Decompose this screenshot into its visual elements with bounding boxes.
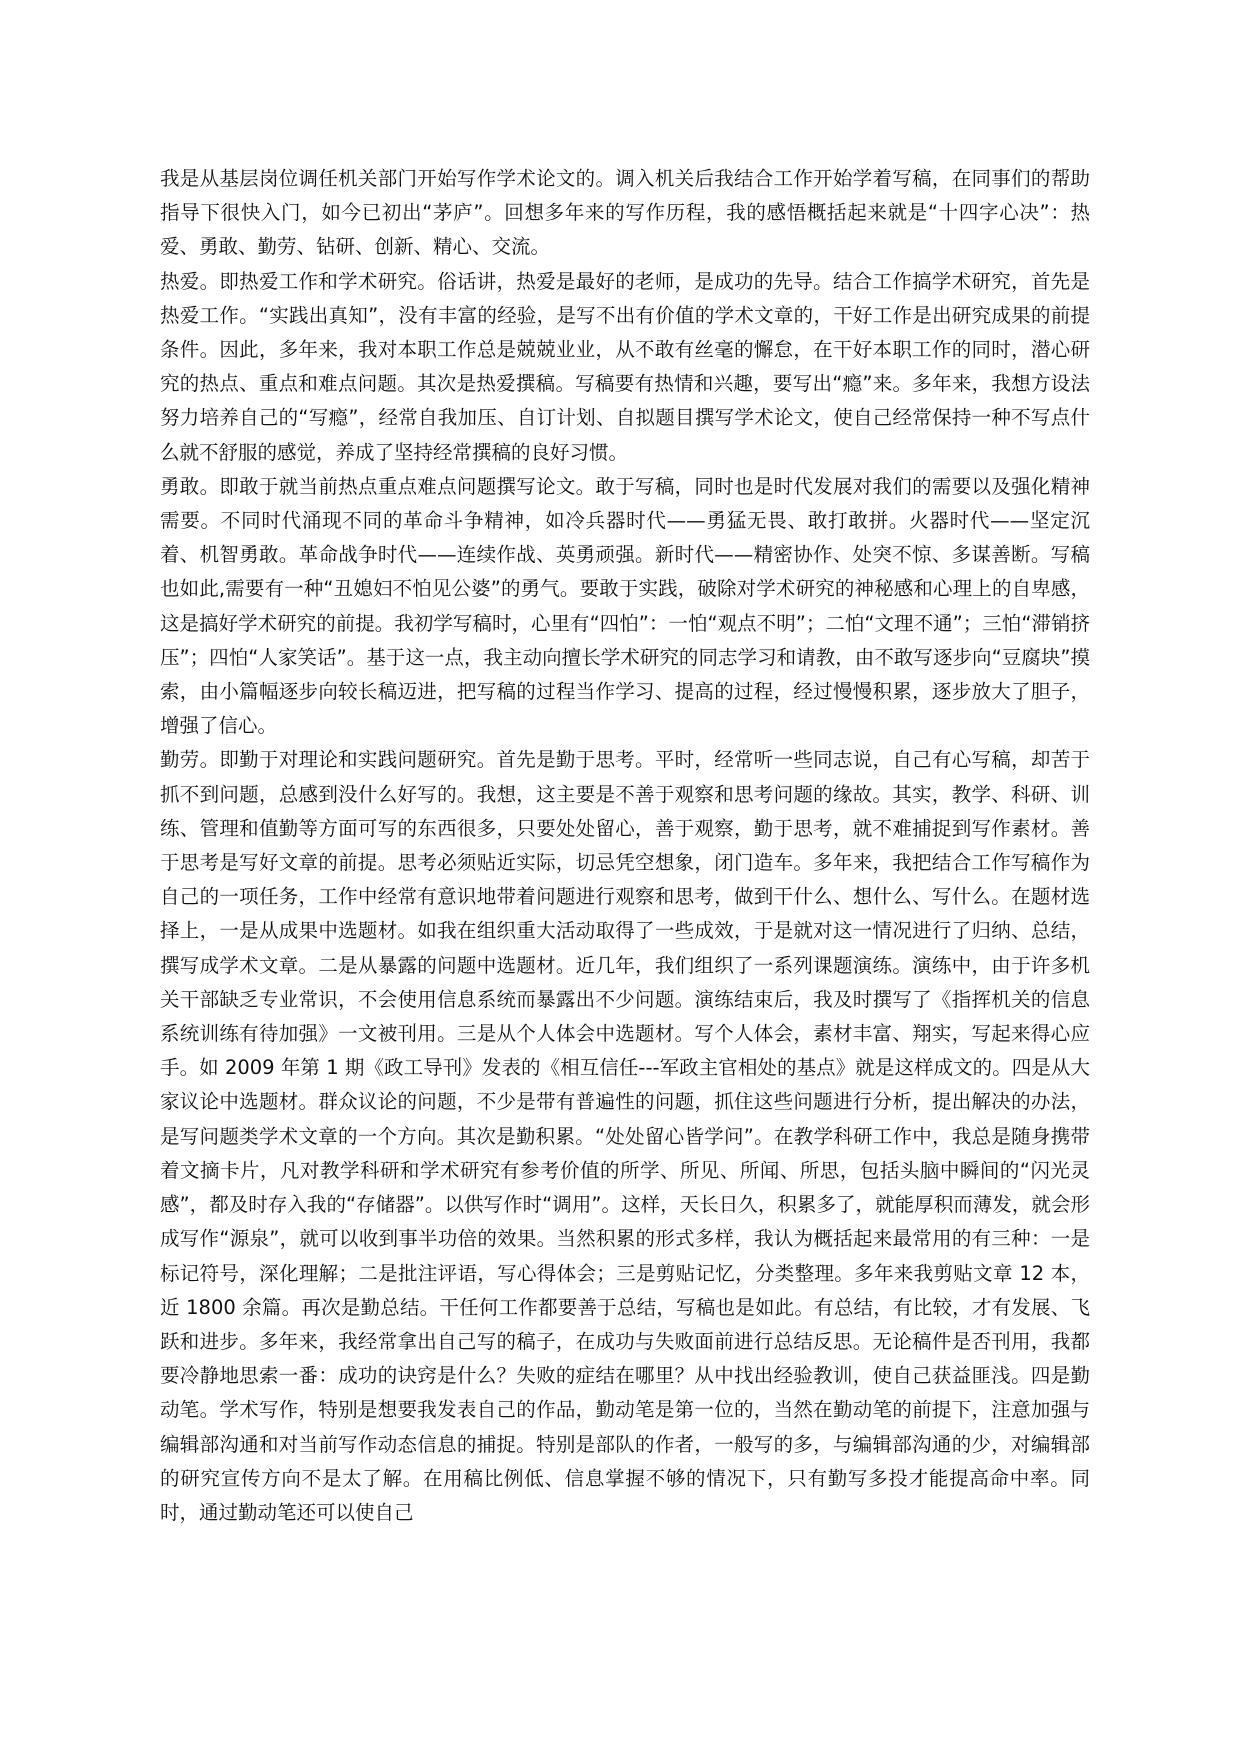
paragraph-intro: 我是从基层岗位调任机关部门开始写作学术论文的。调入机关后我结合工作开始学着写稿，在同事们的帮助指导下很快入门，如今已初出“茅庐”。回想多年来的写作历程，我的感悟概括起来就是“十四字心决”：热爱、勇敢、勤劳、钻研、创新、精心、交流。 [160, 167, 1090, 259]
body-text [160, 162, 1090, 1530]
paragraph-passion: 热爱。即热爱工作和学术研究。俗话讲，热爱是最好的老师，是成功的先导。结合工作搞学术研究，首先是热爱工作。“实践出真知”，没有丰富的经验，是写不出有价值的学术文章的，干好工作是出研究成果的前提条件。因此，多年来，我对本职工作总是兢兢业业，从不敢有丝毫的懈怠，在干好本职工作的同时，潜心研究的热点、重点和难点问题。其次是热爱撰稿。写稿要有热情和兴趣，要写出“瘾”来。多年来，我想方设法努力培养自己的“写瘾”，经常自我加压、自订计划、自拟题目撰写学术论文，使自己经常保持一种不写点什么就不舒服的感觉，养成了坚持经常撰稿的良好习惯。 [160, 269, 1090, 464]
paragraph-courage: 勇敢。即敢于就当前热点重点难点问题撰写论文。敢于写稿，同时也是时代发展对我们的需要以及强化精神需要。不同时代涌现不同的革命斗争精神，如冷兵器时代——勇猛无畏、敢打敢拼。火器时代——坚定沉着、机智勇敢。革命战争时代——连续作战、英勇顽强。新时代——精密协作、处突不惊、多谋善断。写稿也如此,需要有一种“丑媳妇不怕见公婆”的勇气。要敢于实践，破除对学术研究的神秘感和心理上的自卑感，这是搞好学术研究的前提。我初学写稿时，心里有“四怕”：一怕“观点不明”；二怕“文理不通”；三怕“滞销挤压”；四怕“人家笑话”。基于这一点，我主动向擅长学术研究的同志学习和请教，由不敢写逐步向“豆腐块”摸索，由小篇幅逐步向较长稿迈进，把写稿的过程当作学习、提高的过程，经过慢慢积累，逐步放大了胆子，增强了信心。 [160, 474, 1090, 738]
paragraph-diligence: 勤劳。即勤于对理论和实践问题研究。首先是勤于思考。平时，经常听一些同志说，自己有心写稿，却苦于抓不到问题，总感到没什么好写的。我想，这主要是不善于观察和思考问题的缘故。其实，教学、科研、训练、管理和值勤等方面可写的东西很多，只要处处留心，善于观察，勤于思考，就不难捕捉到写作素材。善于思考是写好文章的前提。思考必须贴近实际，切忌凭空想象，闭门造车。多年来，我把结合工作写稿作为自己的一项任务，工作中经常有意识地带着问题进行观察和思考，做到干什么、想什么、写什么。在题材选择上，一是从成果中选题材。如我在组织重大活动取得了一些成效，于是就对这一情况进行了归纳、总结，撰写成学术文章。二是从暴露的问题中选题材。近几年，我们组织了一系列课题演练。演练中，由于许多机关干部缺乏专业常识，不会使用信息系统而暴露出不少问题。演练结束后，我及时撰写了《指挥机关的信息系统训练有待加强》一文被刊用。三是从个人体会中选题材。写个人体会，素材丰富、翔实，写起来得心应手。如 2009 年第 1 期《政工导刊》发表的《相互信任---军政主官相处的基点》就是这样成文的。四是从大家议论中选题材。群众议论的问题，不少是带有普遍性的问题，抓住这些问题进行分析，提出解决的办法，是写问题类学术文章的一个方向。其次是勤积累。“处处留心皆学问”。在教学科研工作中，我总是随身携带着文摘卡片，凡对教学科研和学术研究有参考价值的所学、所见、所闻、所思，包括头脑中瞬间的“闪光灵感”，都及时存入我的“存储器”。以供写作时“调用”。这样，天长日久，积累多了，就能厚积而薄发，就会形成写作“源泉”，就可以收到事半功倍的效果。当然积累的形式多样，我认为概括起来最常用的有三种：一是标记符号，深化理解；二是批注评语，写心得体会；三是剪贴记忆，分类整理。多年来我剪贴文章 12 本，近 1800 余篇。再次是勤总结。干任何工作都要善于总结，写稿也是如此。有总结，有比较，才有发展、飞跃和进步。多年来，我经常拿出自己写的稿子，在成功与失败面前进行总结反思。无论稿件是否刊用，我都要冷静地思索一番：成功的诀窍是什么？失败的症结在哪里？从中找出经验教训，使自己获益匪浅。四是勤动笔。学术写作，特别是想要我发表自己的作品，勤动笔是第一位的，当然在勤动笔的前提下，注意加强与编辑部沟通和对当前写作动态信息的捕捉。特别是部队的作者，一般写的多，与编辑部沟通的少，对编辑部的研究宣传方向不是太了解。在用稿比例低、信息掌握不够的情况下，只有勤写多投才能提高命中率。同时，通过勤动笔还可以使自己 [160, 748, 1090, 1524]
